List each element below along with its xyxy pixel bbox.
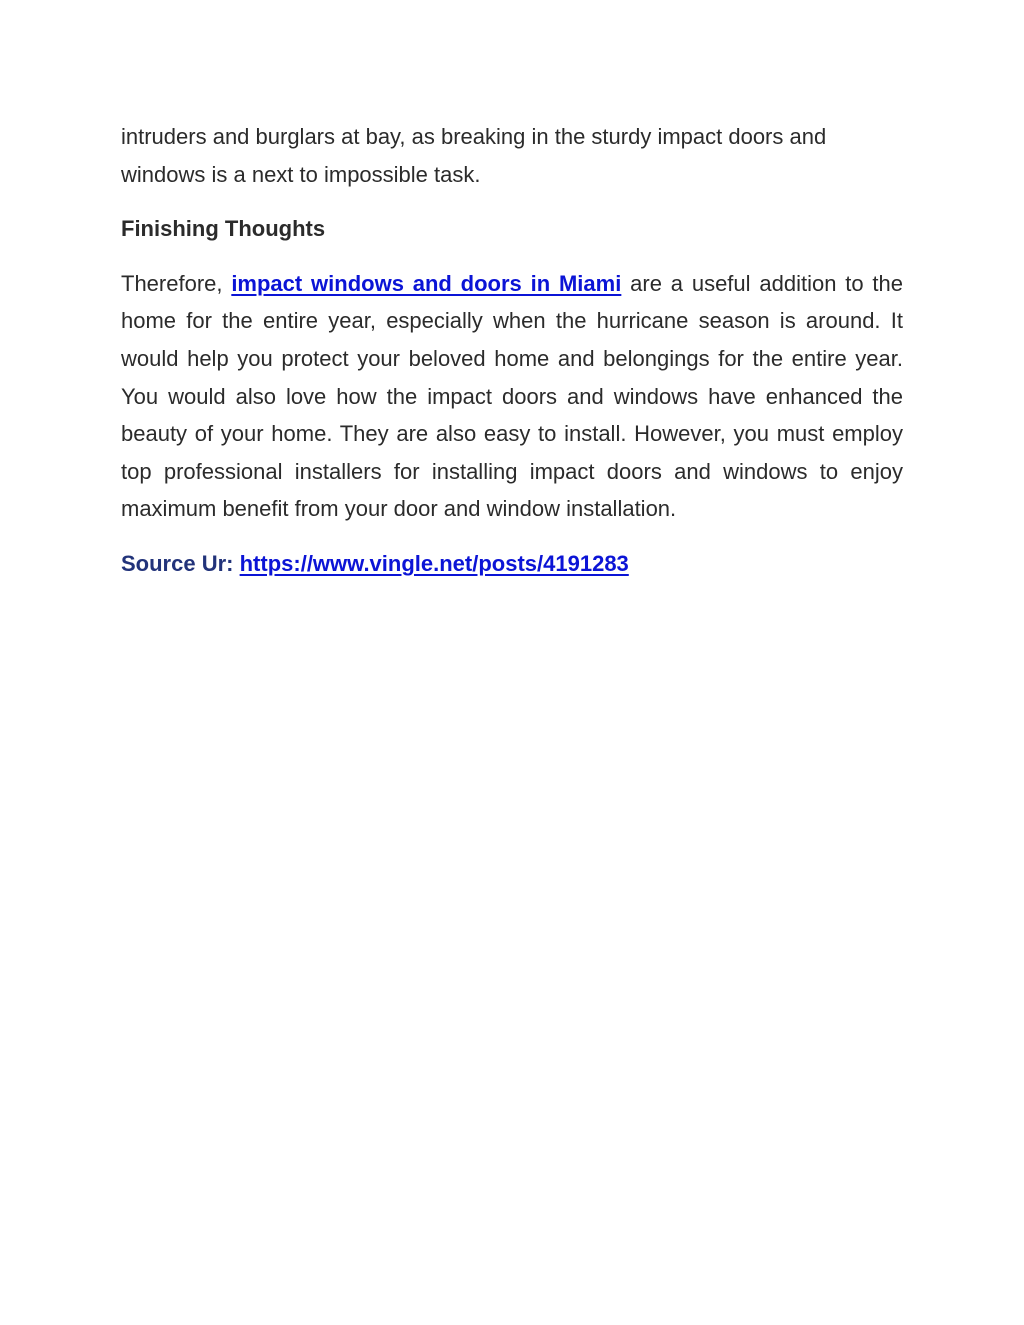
source-url-link[interactable]: https://www.vingle.net/posts/4191283 [239, 550, 629, 576]
body-rest-text: are a useful addition to the home for the entire year, especially when the hurricane season is around. It would help you protect your beloved home and belongings for the entire year. You would also love how the impact doors and windows have enhanced the beauty of your home. They are also easy to install. However, you must employ top professional installers for installing impact doors and windows to enjoy maximum benefit from your door and window installation. [121, 270, 903, 522]
intro-paragraph: intruders and burglars at bay, as breaking in the sturdy impact doors and windows is a next to impossible task. [121, 124, 827, 187]
source-label: Source Ur: [121, 550, 234, 576]
body-paragraph [121, 265, 903, 528]
source-line [121, 545, 903, 583]
body-lead-text: Therefore, [121, 270, 232, 296]
document-page [121, 118, 903, 600]
section-heading: Finishing Thoughts [121, 216, 326, 242]
impact-windows-link[interactable]: impact windows and doors in Miami [231, 270, 622, 296]
